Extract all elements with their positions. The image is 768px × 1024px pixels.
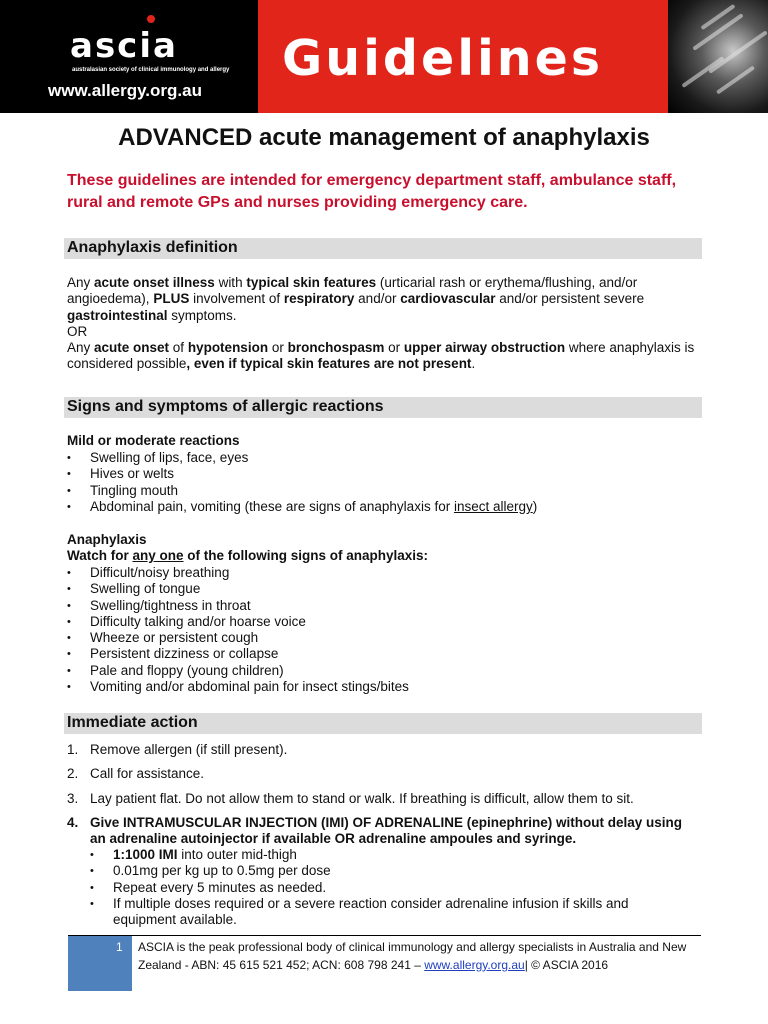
watch-for-line: Watch for any one of the following signs of anaphylaxis: <box>67 548 429 563</box>
society-name: australasian society of clinical immunology and allergy <box>72 67 230 73</box>
logo-panel <box>0 0 258 113</box>
website-url[interactable]: www.allergy.org.au <box>48 81 202 100</box>
list-item: • Hives or welts <box>67 466 707 482</box>
list-item: • Repeat every 5 minutes as needed. <box>90 880 690 896</box>
guidelines-panel <box>258 0 668 113</box>
definition-paragraph-2: Any acute onset of hypotension or bronchospasm or upper airway obstruction where anaphylaxis is considered possible, even if typical skin features are not present. <box>67 340 695 372</box>
list-item: • Vomiting and/or abdominal pain for insect stings/bites <box>67 679 707 695</box>
list-item: • Tingling mouth <box>67 483 707 499</box>
logo-flame-icon <box>147 15 155 23</box>
action-step-1: 1. Remove allergen (if still present). <box>67 742 288 757</box>
page-number: 1 <box>116 940 123 954</box>
list-item: • Difficulty talking and/or hoarse voice <box>67 614 707 630</box>
section-action-heading: Immediate action <box>64 713 702 734</box>
action-step-4: 4. Give INTRAMUSCULAR INJECTION (IMI) OF ADRENALINE (epinephrine) without delay using an adrenaline autoinjector if available OR adrenaline ampoules and syringe. <box>67 815 683 847</box>
adrenaline-dosing-list <box>90 847 690 928</box>
list-item: • 1:1000 IMI into outer mid-thigh <box>90 847 690 863</box>
page-title: ADVANCED acute management of anaphylaxis <box>118 124 650 151</box>
ascia-logo: ascia <box>70 26 178 66</box>
list-item: • Abdominal pain, vomiting (these are signs of anaphylaxis for insect allergy) <box>67 499 707 515</box>
section-definition-heading: Anaphylaxis definition <box>64 238 702 259</box>
header-banner <box>0 0 768 113</box>
insect-allergy-link[interactable]: insect allergy <box>453 498 533 514</box>
banner-title: Guidelines <box>282 30 604 87</box>
section-signs-heading: Signs and symptoms of allergic reactions <box>64 397 702 418</box>
list-item: • Persistent dizziness or collapse <box>67 646 707 662</box>
mild-reactions-list <box>67 450 707 515</box>
definition-paragraph-1: Any acute onset illness with typical skin features (urticarial rash or erythema/flushing, and/or angioedema), PLUS involvement of respiratory and/or cardiovascular and/or persistent severe gastrointestinal symptoms. <box>67 275 645 323</box>
list-item: • Swelling/tightness in throat <box>67 598 707 614</box>
list-item: • If multiple doses required or a severe reaction consider adrenaline infusion if skills and equipment available. <box>90 896 690 929</box>
mild-reactions-title: Mild or moderate reactions <box>67 433 240 448</box>
footer-website-link[interactable]: www.allergy.org.au <box>424 957 525 972</box>
footer-text: ASCIA is the peak professional body of clinical immunology and allergy specialists in Australia and New Zealand - ABN: 45 615 521 452; ACN: 608 798 241 – www.allergy.org.au| © ASCIA 2016 <box>138 940 687 972</box>
action-step-3: 3. Lay patient flat. Do not allow them to stand or walk. If breathing is difficult, allow them to sit. <box>67 791 634 806</box>
list-item: • Wheeze or persistent cough <box>67 630 707 646</box>
list-item: • 0.01mg per kg up to 0.5mg per dose <box>90 863 690 879</box>
definition-or: OR <box>67 324 88 339</box>
list-item: • Difficult/noisy breathing <box>67 565 707 581</box>
list-item: • Swelling of lips, face, eyes <box>67 450 707 466</box>
action-step-2: 2. Call for assistance. <box>67 766 205 781</box>
anaphylaxis-title: Anaphylaxis <box>67 532 147 547</box>
list-item: • Pale and floppy (young children) <box>67 663 707 679</box>
banner-image <box>668 0 768 113</box>
list-item: • Swelling of tongue <box>67 581 707 597</box>
footer-divider <box>68 935 701 936</box>
intro-text: These guidelines are intended for emergency department staff, ambulance staff, rural and remote GPs and nurses providing emergency care. <box>67 172 677 211</box>
anaphylaxis-signs-list <box>67 565 707 695</box>
